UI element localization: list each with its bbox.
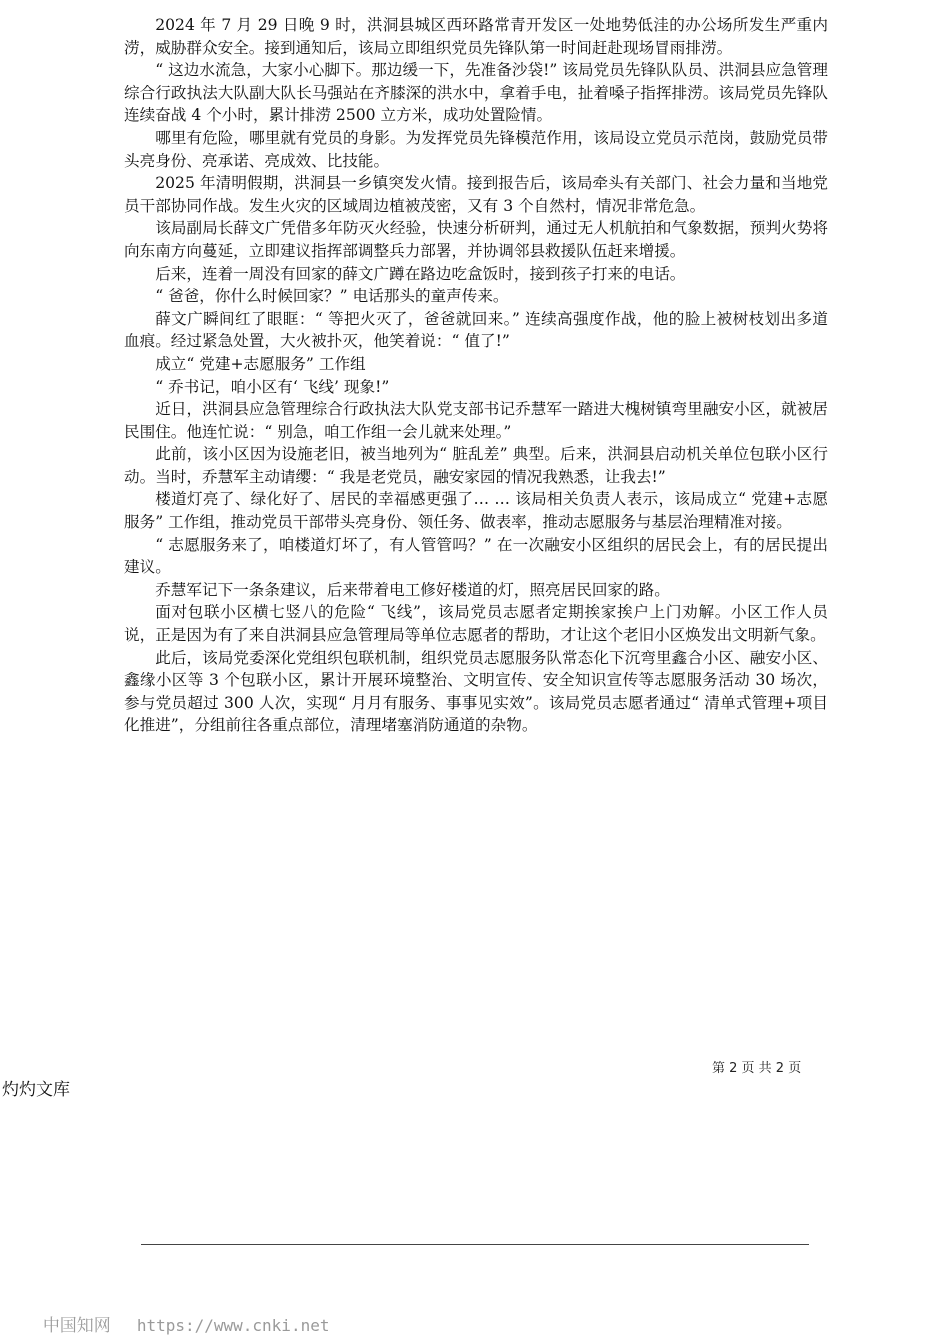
- paragraph: 2025 年清明假期，洪洞县一乡镇突发火情。接到报告后，该局牵头有关部门、社会力量和当地党员干部协同作战。发生火灾的区域周边植被茂密，又有 3 个自然村，情况非常危急。: [124, 174, 828, 215]
- paragraph: 楼道灯亮了、绿化好了、居民的幸福感更强了… … 该局相关负责人表示，该局成立“ 党建+志愿服务” 工作组，推动党员干部带头亮身份、领任务、做表率，推动志愿服务与基层治理精准对接。: [124, 490, 828, 532]
- paragraph: 乔慧军记下一条条建议，后来带着电工修好楼道的灯，照亮居民回家的路。: [155, 580, 670, 599]
- paragraph: “ 爸爸，你什么时候回家？” 电话那头的童声传来。: [155, 287, 509, 306]
- paragraph: 面对包联小区横七竖八的危险“ 飞线”，该局党员志愿者定期挨家挨户上门劝解。小区工作人员说，正是因为有了来自洪洞县应急管理局等单位志愿者的帮助，才让这个老旧小区焕发出文明新气象。: [124, 603, 828, 645]
- page-number: 第 2 页 共 2 页: [712, 1061, 802, 1076]
- paragraph: 薛文广瞬间红了眼眶：“ 等把火灭了，爸爸就回来。” 连续高强度作战，他的脸上被树枝划出多道血痕。经过紧急处置，大火被扑灭，他笑着说：“ 值了!”: [124, 309, 828, 351]
- paragraph: 近日，洪洞县应急管理综合行政执法大队党支部书记乔慧军一踏进大槐树镇弯里融安小区，就被居民围住。他连忙说：“ 别急，咱工作组一会儿就来处理。”: [124, 400, 828, 441]
- source-site-url[interactable]: https://www.cnki.net: [136, 1316, 330, 1335]
- paragraph: 该局副局长薛文广凭借多年防灭火经验，快速分析研判，通过无人机航拍和气象数据，预判火势将向东南方向蔓延，立即建议指挥部调整兵力部署，并协调邻县救援队伍赶来增援。: [124, 219, 828, 260]
- paragraph: “ 志愿服务来了，咱楼道灯坏了，有人管管吗？” 在一次融安小区组织的居民会上，有的居民提出建议。: [124, 535, 828, 577]
- paragraph: “ 这边水流急，大家小心脚下。那边缓一下，先准备沙袋!” 该局党员先锋队队员、洪洞县应急管理综合行政执法大队副大队长马强站在齐膝深的洪水中，拿着手电，扯着嗓子指挥排涝。该局党员先锋队连续奋战 4 个小时，累计排涝 2500 立方米，成功处置险情。: [124, 61, 828, 125]
- footer-divider: [141, 1244, 809, 1245]
- paragraph: 此前，该小区因为设施老旧，被当地列为“ 脏乱差” 典型。后来，洪洞县启动机关单位包联小区行动。当时，乔慧军主动请缨：“ 我是老党员，融安家园的情况我熟悉，让我去!”: [124, 445, 828, 486]
- paragraph: 哪里有危险，哪里就有党员的身影。为发挥党员先锋模范作用，该局设立党员示范岗，鼓励党员带头亮身份、亮承诺、亮成效、比技能。: [124, 128, 828, 170]
- library-name: 灼灼文库: [2, 1080, 70, 1100]
- paragraph: 后来，连着一周没有回家的薛文广蹲在路边吃盒饭时，接到孩子打来的电话。: [155, 264, 686, 283]
- paragraph: “ 乔书记，咱小区有‘ 飞线’ 现象!”: [155, 377, 390, 396]
- footer-source: [32, 1293, 329, 1337]
- paragraph: 此后，该局党委深化党组织包联机制，组织党员志愿服务队常态化下沉弯里鑫合小区、融安小区、鑫缘小区等 3 个包联小区，累计开展环境整治、文明宣传、安全知识宣传等志愿服务活动 30 场次，参与党员超过 300 人次，实现“ 月月有服务、事事见实效”。该局党员志愿者通过“ 清单式管理+项目化推进”，分组前往各重点部位，清理堵塞消防通道的杂物。: [124, 648, 828, 735]
- source-site-name: 中国知网: [42, 1316, 111, 1336]
- paragraph: 2024 年 7 月 29 日晚 9 时，洪洞县城区西环路常青开发区一处地势低洼的办公场所发生严重内涝，威胁群众安全。接到通知后，该局立即组织党员先锋队第一时间赶赴现场冒雨排涝。: [124, 16, 828, 57]
- article-body: [124, 14, 828, 737]
- section-heading: 成立“ 党建+志愿服务” 工作组: [155, 354, 366, 373]
